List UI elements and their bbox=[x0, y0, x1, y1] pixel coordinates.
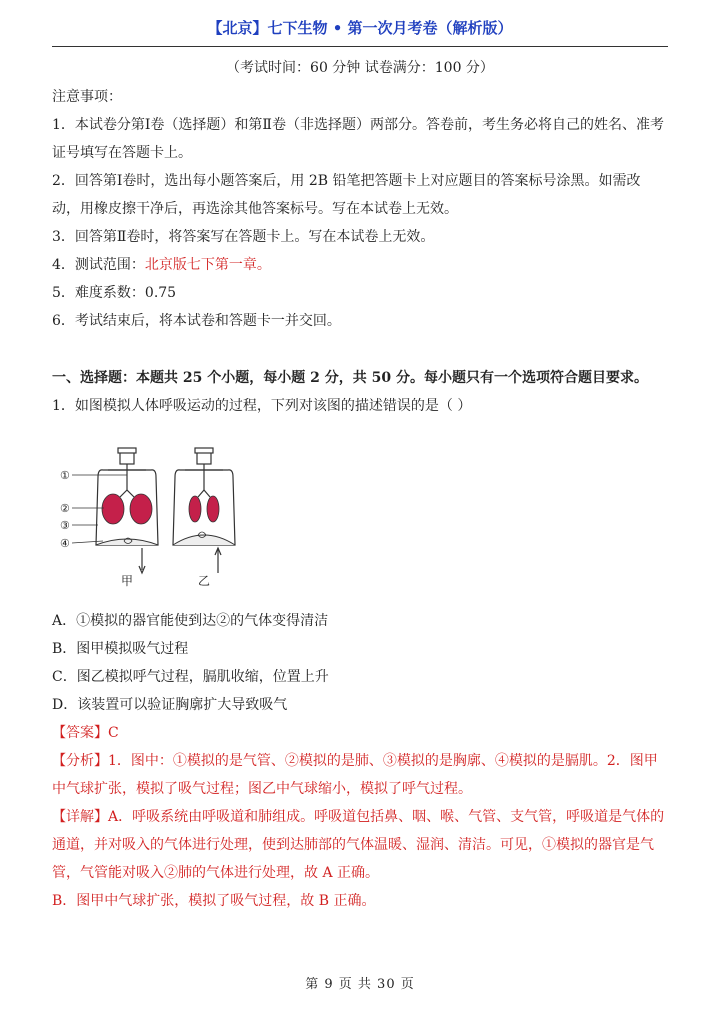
note-item-2: 2．回答第Ⅰ卷时，选出每小题答案后，用 2B 铅笔把答题卡上对应题目的答案标号涂黑。如需改动，用橡皮擦干净后，再选涂其他答案标号。写在本试卷上无效。 bbox=[52, 173, 641, 217]
answer-detail-b: B．图甲中气球扩张，模拟了吸气过程，故 B 正确。 bbox=[52, 893, 376, 909]
question-options bbox=[52, 607, 668, 719]
answer-detail: 【详解】A．呼吸系统由呼吸道和肺组成。呼吸道包括鼻、咽、喉、气管、支气管，呼吸道是气体的通道，并对吸入的气体进行处理，使到达肺部的气体温暖、湿润、清洁。可见，①模拟的器官是气管，气管能对吸入②肺的气体进行处理，故 A 正确。 bbox=[52, 809, 665, 881]
option-a: A．①模拟的器官能使到达②的气体变得清洁 bbox=[52, 613, 329, 629]
option-b: B．图甲模拟吸气过程 bbox=[52, 641, 189, 657]
question-stem: 1．如图模拟人体呼吸运动的过程，下列对该图的描述错误的是（ ） bbox=[52, 398, 472, 414]
breathing-model-figure bbox=[58, 445, 258, 595]
note-item-5: 5．难度系数：0.75 bbox=[52, 285, 177, 301]
note-item-1: 1．本试卷分第Ⅰ卷（选择题）和第Ⅱ卷（非选择题）两部分。答卷前，考生务必将自己的姓名、准考证号填写在答题卡上。 bbox=[52, 117, 664, 161]
note-item-4-label: 4．测试范围： bbox=[52, 257, 145, 273]
figure-caption-left: 甲 bbox=[121, 574, 134, 588]
figure-caption-right: 乙 bbox=[198, 574, 211, 588]
notes-block bbox=[52, 83, 668, 335]
note-item-6: 6．考试结束后，将本试卷和答题卡一并交回。 bbox=[52, 313, 341, 329]
exam-info: （考试时间：60 分钟 试卷满分：100 分） bbox=[226, 60, 494, 76]
figure-label-2: ② bbox=[60, 502, 70, 515]
note-item-3: 3．回答第Ⅱ卷时，将答案写在答题卡上。写在本试卷上无效。 bbox=[52, 229, 435, 245]
page-number: 第 9 页 共 30 页 bbox=[305, 977, 415, 992]
option-c: C．图乙模拟呼气过程，膈肌收缩，位置上升 bbox=[52, 669, 329, 685]
jar-left bbox=[96, 448, 158, 573]
notes-heading: 注意事项： bbox=[52, 89, 122, 105]
header-divider bbox=[52, 46, 668, 47]
option-d: D．该装置可以验证胸廓扩大导致吸气 bbox=[52, 697, 288, 713]
figure-label-4: ④ bbox=[60, 537, 70, 550]
jar-right bbox=[173, 448, 235, 573]
figure-label-1: ① bbox=[60, 469, 70, 482]
answer-analysis: 【分析】1．图中：①模拟的是气管、②模拟的是肺、③模拟的是胸廓、④模拟的是膈肌。2．图甲中气球扩张，模拟了吸气过程；图乙中气球缩小，模拟了呼气过程。 bbox=[52, 753, 658, 797]
note-item-4 bbox=[52, 251, 668, 279]
note-item-4-scope: 北京版七下第一章。 bbox=[144, 257, 271, 273]
answer-label: 【答案】C bbox=[52, 725, 119, 741]
figure-label-3: ③ bbox=[60, 519, 70, 532]
section-title: 一、选择题：本题共 25 个小题，每小题 2 分，共 50 分。每小题只有一个选项符合题目要求。 bbox=[52, 370, 648, 386]
answer-block bbox=[52, 719, 668, 915]
page-header-title: 【北京】七下生物 • 第一次月考卷（解析版） bbox=[207, 19, 513, 37]
